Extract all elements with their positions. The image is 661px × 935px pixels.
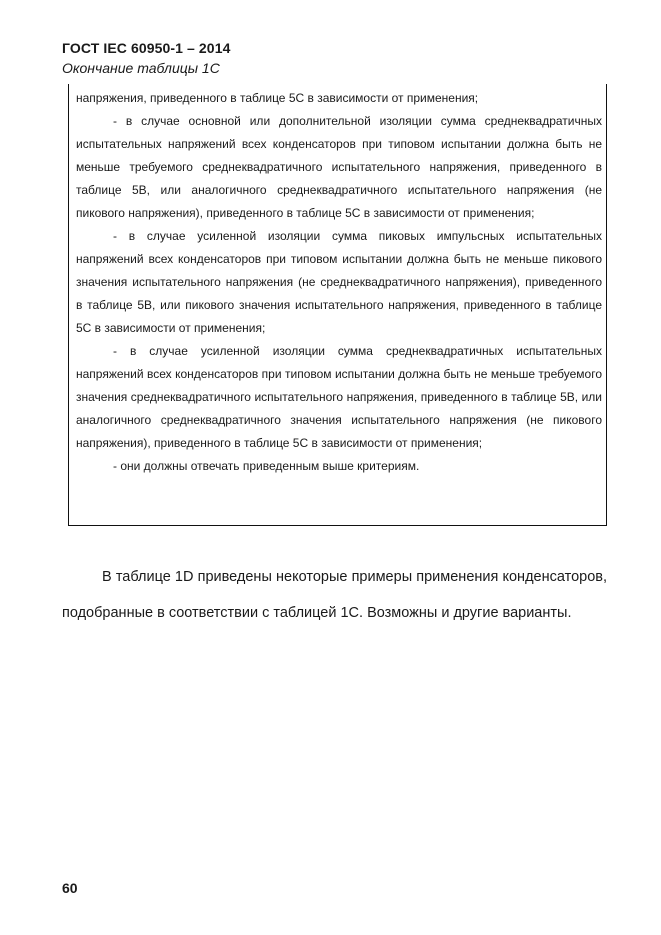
table-continuation-caption: Окончание таблицы 1С xyxy=(62,60,220,76)
table-cell-text xyxy=(76,87,602,478)
document-title: ГОСТ IEC 60950-1 – 2014 xyxy=(62,40,231,56)
table-paragraph: - в случае усиленной изоляции сумма пиковых импульсных испытательных напряжений всех конденсаторов при типовом испытании должна быть не меньше пикового значения испытательного напряжения (не среднеквадратичного напряжения), приведенного в таблице 5В, или пикового значения испытательного напряжения, приведенного в таблице 5С в зависимости от применения; xyxy=(76,229,602,335)
table-paragraph: - в случае основной или дополнительной изоляции сумма среднеквадратичных испытательных напряжений всех конденсаторов при типовом испытании должна быть не меньше требуемого среднеквадратичного испытательного напряжения, приведенного в таблице 5В, или аналогичного среднеквадратичного испытательного напряжения (не пикового напряжения), приведенного в таблице 5С в зависимости от применения; xyxy=(76,114,602,220)
table-paragraph: - они должны отвечать приведенным выше критериям. xyxy=(113,459,420,473)
page-number: 60 xyxy=(62,880,78,896)
table-paragraph: напряжения, приведенного в таблице 5С в зависимости от применения; xyxy=(76,91,479,105)
body-paragraph: В таблице 1D приведены некоторые примеры применения конденсаторов, подобранные в соответствии с таблицей 1С. Возможны и другие варианты. xyxy=(62,569,607,621)
table-paragraph: - в случае усиленной изоляции сумма среднеквадратичных испытательных напряжений всех конденсаторов при типовом испытании должна быть не меньше требуемого значения среднеквадратичного испытательного напряжения, приведенного в таблице 5В, или аналогичного среднеквадратичного значения испытательного напряжения (не пикового напряжения), приведенного в таблице 5С в зависимости от применения; xyxy=(76,344,602,450)
